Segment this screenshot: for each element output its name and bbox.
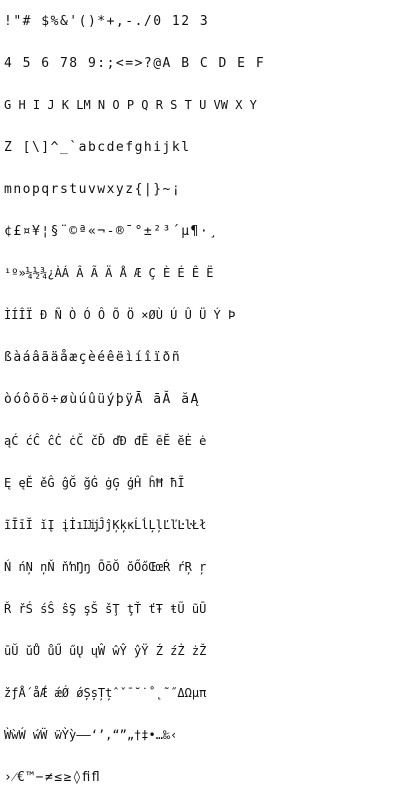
glyph-row-17: žƒǺ ǻǼ ǽǾ ǿȘșȚțˆˇˉ˘˙˚˛˜˝ΔΩμπ	[4, 686, 207, 700]
glyph-row-16: ūŬ ŭŮ ůŰ űŲ ųŴ ŵŶ ŷŸ Ź źŻ żŽ	[4, 644, 207, 658]
glyph-row-6: ¢£¤¥¦§¨©ª«¬-®¯°±²³´µ¶·¸	[4, 223, 219, 239]
glyph-row-8: ÌÍÎÏ Ð Ñ Ò Ó Ô Õ Ö ×ØÙ Ú Û Ü Ý Þ	[4, 308, 236, 322]
glyph-row-9: ßàáâãäåæçèéêëìíîïðñ	[4, 349, 182, 365]
glyph-row-4: Z [\]^_`abcdefghijkl	[4, 139, 191, 155]
glyph-row-12: Ę ęĚ ěĜ ĝĞ ğĠ ġĢ ģĤ ĥĦ ħĨ	[4, 476, 185, 490]
glyph-row-11: ąĆ ćĈ ĉĊ ċČ čĎ ďĐ đĒ ēĔ ĕĖ ė	[4, 434, 207, 448]
glyph-row-3: G H I J K LM N O P Q R S T U VW X Y	[4, 98, 257, 112]
glyph-row-5: mnopqrstuvwxyz{|}~¡	[4, 181, 182, 197]
glyph-row-15: Ř řŚ śŜ ŝŞ şŠ šŢ ţŤ ťŦ ŧŨ ũŪ	[4, 602, 207, 616]
glyph-row-1: !"# $%&'()*+,-./0 12 3	[4, 13, 210, 29]
glyph-row-19: ›⁄€™−≠≤≥◊ﬁﬂ	[4, 770, 101, 785]
glyph-row-14: Ń ńŅ ņŇ ňŉŊŋ ŌōŎ ŏŐőŒœŔ ŕŖ ŗ	[4, 560, 207, 574]
glyph-row-13: ĩĪīĬ ĭĮ įİıĲĳĴĵĶķĸĹĺĻļĽľĿŀŁł	[4, 518, 207, 532]
glyph-row-7: ¹º»¼½¾¿ÀÁ Â Ã Ä Å Æ Ç È É Ê Ë	[4, 266, 214, 280]
glyph-row-2: 4 5 6 78 9:;<=>?@A B C D E F	[4, 55, 266, 71]
glyph-row-10: òóôõö÷øùúûüýþÿĀ āĂ ăĄ	[4, 391, 200, 407]
glyph-row-18: ẀẁẂ ẃẄ ẅỲỳ–—‘’‚“”„†‡•…‰‹	[4, 728, 178, 742]
